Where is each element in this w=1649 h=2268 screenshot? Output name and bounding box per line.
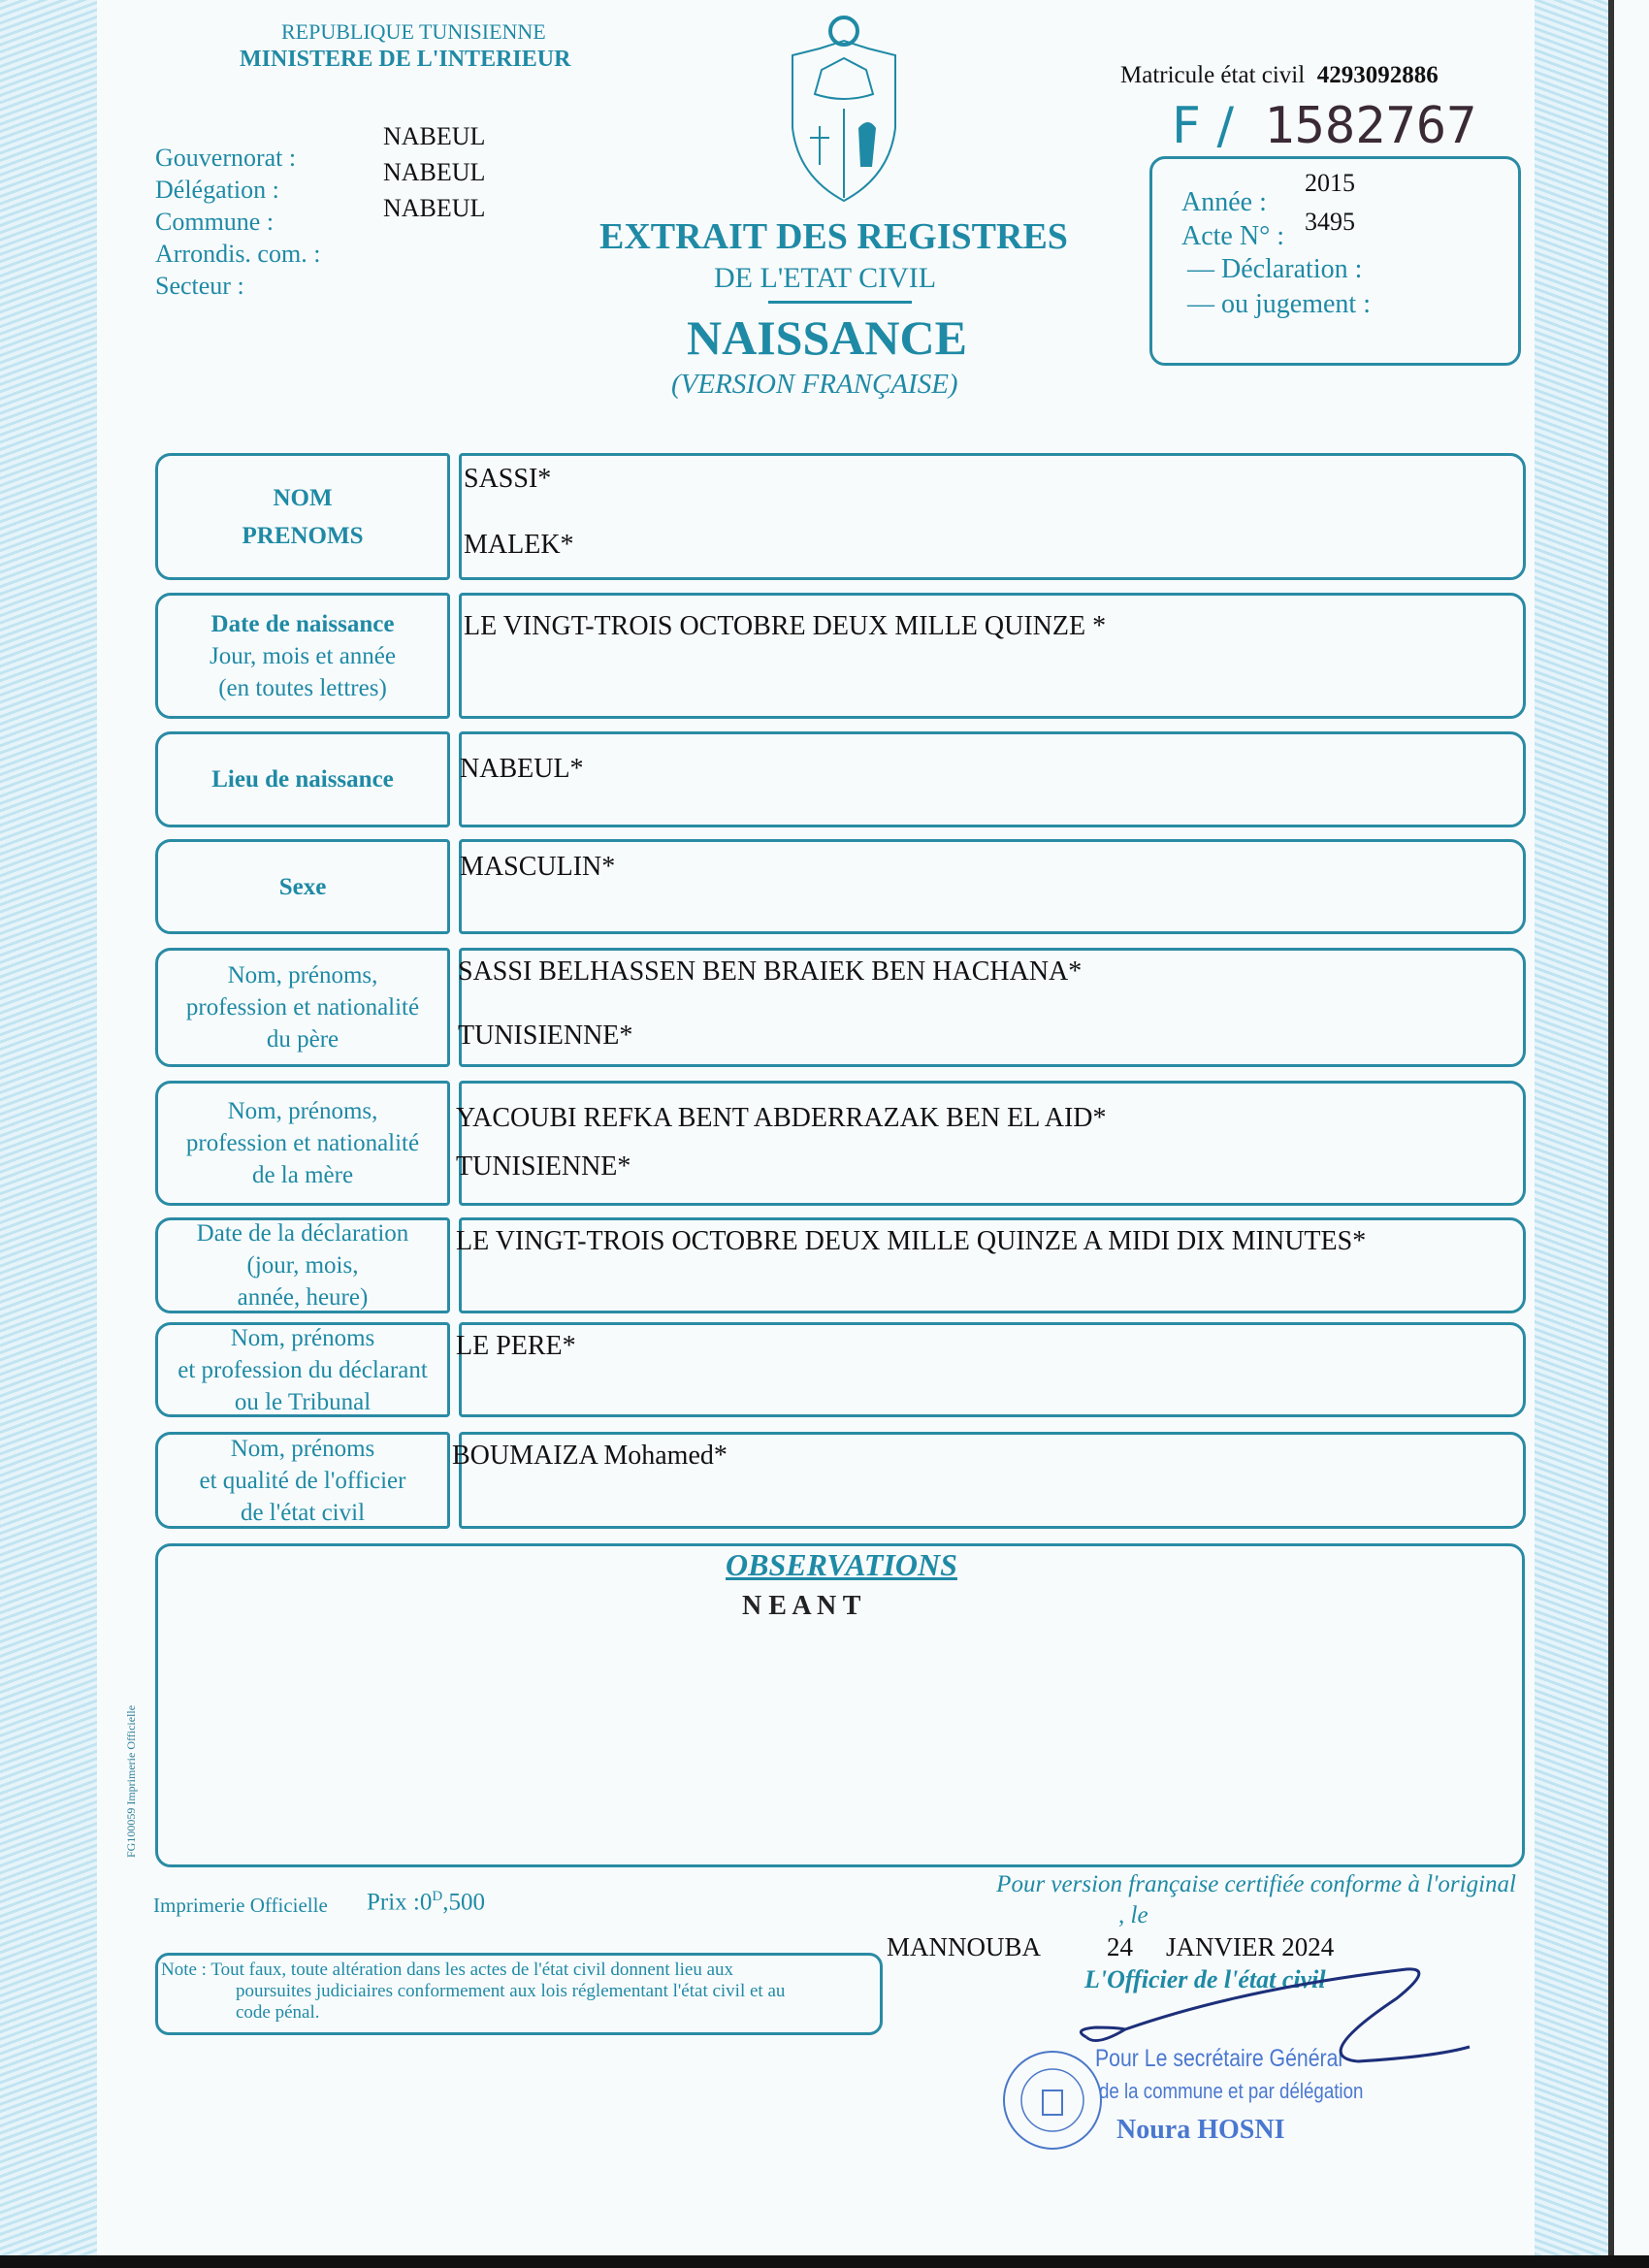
label-line: PRENOMS <box>242 522 364 549</box>
label-line: de l'état civil <box>240 1499 366 1526</box>
label-line: (jour, mois, <box>246 1252 359 1279</box>
row-label-officier <box>155 1432 450 1529</box>
issue-day: 24 <box>1107 1932 1133 1961</box>
annee-value: 2015 <box>1305 169 1355 197</box>
label-line: année, heure) <box>237 1284 369 1311</box>
label-line: ou le Tribunal <box>234 1388 372 1415</box>
row-value-lieu <box>459 731 1526 827</box>
row-value-declaration <box>456 1217 1526 1313</box>
row-value-officier <box>452 1432 1526 1529</box>
note-line: Note : Tout faux, toute altération dans les actes de l'état civil donnent lieu aux <box>161 1960 734 1980</box>
label-line: Nom, prénoms, <box>227 962 378 988</box>
scan-edge-bottom <box>0 2255 1649 2268</box>
date-le: , le <box>1118 1902 1148 1928</box>
note-text <box>161 1960 785 2024</box>
document-subtitle: DE L'ETAT CIVIL <box>714 262 937 294</box>
officer-title: L'Officier de l'état civil <box>1084 1965 1326 1993</box>
price <box>367 1889 485 1916</box>
acte-value: 3495 <box>1305 208 1355 236</box>
serial-number <box>1172 97 1476 155</box>
printer-reference: FG100059 Imprimerie Officielle <box>124 1704 138 1858</box>
label-line: profession et nationalité <box>185 1130 420 1156</box>
label-line: NOM <box>273 484 333 511</box>
row-value-pere <box>459 948 1526 1067</box>
serial-value: 1582767 <box>1264 97 1477 155</box>
republic-label: REPUBLIQUE TUNISIENNE <box>281 19 546 44</box>
label-line: Date de naissance <box>210 610 395 637</box>
observations-title: OBSERVATIONS <box>726 1547 957 1582</box>
declarant-value: LE PERE* <box>456 1331 576 1361</box>
declaration-label: — Déclaration : <box>1187 254 1363 284</box>
observations-value: N E A N T <box>742 1591 861 1621</box>
label-line: de la mère <box>251 1162 354 1188</box>
row-label-pere <box>155 948 450 1067</box>
price-label: Prix :0 <box>367 1889 433 1916</box>
row-value-declarant <box>456 1322 1526 1417</box>
label-line: Nom, prénoms <box>230 1324 375 1351</box>
mere-value: YACOUBI REFKA BENT ABDERRAZAK BEN EL AID* <box>456 1103 1107 1133</box>
date-naissance-value: LE VINGT-TROIS OCTOBRE DEUX MILLE QUINZE * <box>464 611 1107 641</box>
row-label-mere <box>155 1081 450 1206</box>
printer-label: Imprimerie Officielle <box>153 1894 328 1917</box>
label-line: Lieu de naissance <box>211 766 394 793</box>
scan-edge <box>1608 0 1614 2255</box>
decorative-border-right <box>1535 0 1608 2255</box>
matricule <box>1120 62 1439 89</box>
row-label-declarant <box>155 1322 450 1417</box>
ministry-label: MINISTERE DE L'INTERIEUR <box>240 47 571 72</box>
version-label: (VERSION FRANÇAISE) <box>671 369 958 400</box>
lieu-value: NABEUL* <box>460 754 584 784</box>
row-value-date-naissance <box>459 593 1526 719</box>
delegation-label: Délégation : <box>155 176 279 204</box>
title-underline <box>768 301 912 304</box>
label-line: profession et nationalité <box>185 994 420 1021</box>
serial-prefix: F / <box>1172 97 1234 155</box>
note-line: code pénal. <box>236 2002 320 2023</box>
stamp-line-1: Pour Le secrétaire Général <box>1095 2045 1343 2072</box>
row-label-nom <box>155 453 450 580</box>
commune-value: NABEUL <box>383 194 486 222</box>
row-value-sexe <box>459 839 1526 934</box>
document-title: EXTRAIT DES REGISTRES <box>599 216 1068 257</box>
row-label-declaration <box>155 1217 450 1313</box>
label-line: Jour, mois et année <box>209 642 396 669</box>
gouvernorat-value: NABEUL <box>383 122 486 150</box>
commune-label: Commune : <box>155 208 275 236</box>
stamp-name: Noura HOSNI <box>1116 2115 1285 2145</box>
prenoms-value: MALEK* <box>464 530 574 560</box>
certification-text: Pour version française certifiée conforme à l'original <box>996 1871 1516 1897</box>
jugement-label: — ou jugement : <box>1187 289 1371 319</box>
row-label-lieu <box>155 731 450 827</box>
label-line: Sexe <box>278 873 327 900</box>
row-value-nom <box>459 453 1526 580</box>
row-value-mere <box>456 1081 1526 1206</box>
officier-value: BOUMAIZA Mohamed* <box>452 1441 728 1471</box>
issue-month-year: JANVIER 2024 <box>1166 1932 1335 1961</box>
arrondissement-label: Arrondis. com. : <box>155 240 321 268</box>
mere-nationalite: TUNISIENNE* <box>456 1151 631 1182</box>
pere-nationalite: TUNISIENNE* <box>458 1021 633 1051</box>
declaration-value: LE VINGT-TROIS OCTOBRE DEUX MILLE QUINZE A MIDI DIX MINUTES* <box>456 1226 1367 1256</box>
label-line: (en toutes lettres) <box>218 674 387 701</box>
matricule-value: 4293092886 <box>1316 62 1439 88</box>
note-line: poursuites judiciaires conformement aux lois réglementant l'état civil et au <box>236 1981 786 2001</box>
stamp-line-2: de la commune et par délégation <box>1099 2079 1364 2103</box>
pere-value: SASSI BELHASSEN BEN BRAIEK BEN HACHANA* <box>458 956 1083 987</box>
label-line: Date de la déclaration <box>196 1220 409 1247</box>
label-line: et profession du déclarant <box>178 1356 428 1383</box>
secteur-label: Secteur : <box>155 272 244 300</box>
nom-value: SASSI* <box>464 464 552 494</box>
row-label-date-naissance <box>155 593 450 719</box>
signature <box>1067 1950 1484 2076</box>
location-values <box>383 118 485 226</box>
issue-place: MANNOUBA <box>887 1932 1042 1961</box>
delegation-value: NABEUL <box>383 158 486 186</box>
row-label-sexe <box>155 839 450 934</box>
price-value: ,500 <box>442 1889 485 1916</box>
price-currency: D <box>432 1889 443 1904</box>
tunisia-emblem-icon <box>781 12 907 206</box>
act-type: NAISSANCE <box>687 310 967 365</box>
annee-label: Année : <box>1181 187 1267 217</box>
sexe-value: MASCULIN* <box>460 852 616 882</box>
gouvernorat-label: Gouvernorat : <box>155 144 297 172</box>
label-line: et qualité de l'officier <box>199 1467 406 1494</box>
matricule-label: Matricule état civil <box>1120 62 1306 88</box>
location-labels <box>155 142 320 302</box>
label-line: Nom, prénoms, <box>227 1098 378 1124</box>
label-line: du père <box>266 1026 340 1053</box>
decorative-border-left <box>0 0 97 2255</box>
acte-label: Acte N° : <box>1181 221 1285 251</box>
label-line: Nom, prénoms <box>230 1435 375 1462</box>
